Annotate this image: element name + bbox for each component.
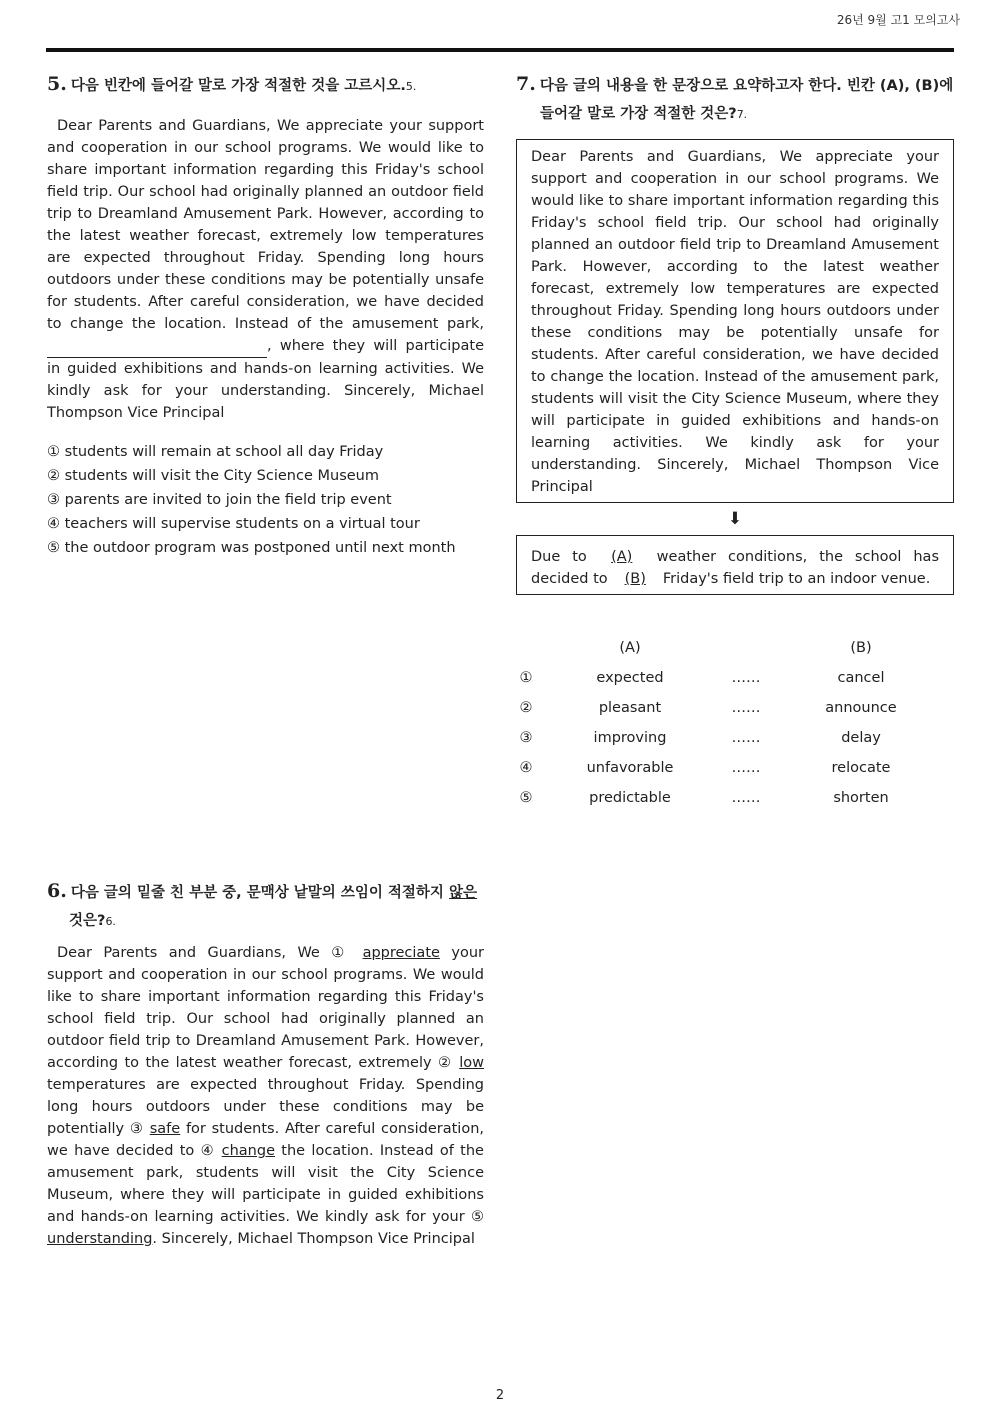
q7-col-a-header: (A) (619, 640, 641, 656)
header-rule (46, 48, 954, 52)
q5-passage-after: , where they will participate in guided exhibitions and hands-on learning activities. We kindly ask for your understanding. Sincerely, Michael Thompson Vice Principal (47, 338, 484, 421)
q7-summary-text: Due to (531, 549, 599, 565)
q6-text: temperatures are expected throughout Friday. Spending long hours outdoors under these conditions may be potentially ③ (47, 1077, 484, 1137)
q6-text: . Sincerely, Michael Thompson Vice Principal (152, 1231, 475, 1247)
q7-summary-box (516, 535, 954, 595)
q6-title-negation: 않은 (449, 885, 478, 901)
q5-option[interactable]: ② students will visit the City Science Museum (47, 468, 379, 484)
q5-title (47, 70, 484, 101)
q6-title-end: 것은? (69, 913, 106, 929)
choice-dots: …… (731, 670, 761, 686)
q5-passage (47, 115, 484, 424)
q6-underlined-3: safe (149, 1121, 181, 1137)
q6-text: Dear Parents and Guardians, We ① (57, 945, 363, 961)
choice-a: predictable (589, 790, 671, 806)
q6-text: your support and cooperation in our school programs. We would like to share important information regarding this Friday's school field trip. Our school had originally planned an outdoor field trip to Dreamland Amusement Park. However, according to the latest weather forecast, extremely ② (47, 945, 484, 1071)
q5-passage-before: Dear Parents and Guardians, We appreciate your support and cooperation in our school programs. We would like to share important information regarding this Friday's school field trip. Our school had originally planned an outdoor field trip to Dreamland Amusement Park. However, according to the latest weather forecast, extremely low temperatures are expected throughout Friday. Spending long hours outdoors under these conditions may be potentially unsafe for students. After careful consideration, we have decided to change the location. Instead of the amusement park, (47, 118, 484, 332)
q5-ref: 5. (405, 80, 417, 93)
q5-option[interactable]: ① students will remain at school all day Friday (47, 444, 384, 460)
q6-underlined-5: understanding (47, 1231, 153, 1247)
choice-b: announce (825, 700, 897, 716)
q7-choices-table (516, 633, 954, 813)
choice-number: ③ (519, 730, 533, 746)
q6-title-text: 다음 글의 밑줄 친 부분 중, 문맥상 낱말의 쓰임이 적절하지 (70, 885, 449, 901)
q7-ref: 7. (736, 108, 748, 121)
q7-blank-b: (B) (624, 571, 646, 587)
q5-blank (47, 335, 267, 358)
choice-dots: …… (731, 790, 761, 806)
choice-b: cancel (837, 670, 885, 686)
q7-col-b-header: (B) (850, 640, 872, 656)
q5-number: 5. (47, 73, 67, 95)
choice-a: pleasant (598, 700, 662, 716)
q7-summary-text: weather conditions, the school has decided to (531, 549, 939, 587)
q5-options (47, 440, 484, 560)
question-7 (516, 70, 954, 813)
down-arrow-icon: ⬇ (727, 509, 743, 529)
choice-b: relocate (831, 760, 891, 776)
question-6 (47, 877, 484, 1250)
q6-number: 6. (47, 880, 67, 902)
choice-b: shorten (833, 790, 889, 806)
q7-choice-row[interactable] (516, 723, 954, 753)
q7-title (516, 70, 954, 129)
q6-text: for students. After careful consideration, we have decided to ④ (47, 1121, 484, 1159)
q7-passage-box (516, 139, 954, 503)
q7-choices-header (516, 633, 954, 663)
q6-title-line2 (47, 907, 484, 936)
q7-title-text: 다음 글의 내용을 한 문장으로 요약하고자 한다. 빈칸 (A), (B)에 들어갈 말로 가장 적절한 것은? (539, 78, 954, 122)
q6-underlined-4: change (221, 1143, 275, 1159)
q6-underlined-1: appreciate (362, 945, 440, 961)
choice-b: delay (841, 730, 881, 746)
q6-ref: 6. (105, 915, 116, 928)
q5-option[interactable]: ③ parents are invited to join the field trip event (47, 492, 392, 508)
q7-passage: Dear Parents and Guardians, We appreciate your support and cooperation in our school programs. We would like to share important information regarding this Friday's school field trip. Our school had originally planned an outdoor field trip to Dreamland Amusement Park. However, according to the latest weather forecast, extremely low temperatures are expected throughout Friday. Spending long hours outdoors under these conditions may be potentially unsafe for students. After careful consideration, we have decided to change the location. Instead of the amusement park, students will visit the City Science Museum, where they will participate in guided exhibitions and hands-on learning activities. We kindly ask for your understanding. Sincerely, Michael Thompson Vice Principal (531, 149, 939, 495)
choice-number: ⑤ (519, 790, 533, 806)
choice-a: improving (593, 730, 667, 746)
q6-text: the location. Instead of the amusement park, students will visit the City Science Museum, where they will participate in guided exhibitions and hands-on learning activities. We kindly ask for your ⑤ (47, 1143, 484, 1225)
q7-choice-row[interactable] (516, 783, 954, 813)
q7-summary-text: Friday's field trip to an indoor venue. (658, 571, 931, 587)
q7-choice-row[interactable] (516, 693, 954, 723)
page-number: 2 (495, 1388, 505, 1403)
choice-dots: …… (731, 730, 761, 746)
q7-choice-row[interactable] (516, 753, 954, 783)
choice-a: expected (596, 670, 664, 686)
choice-dots: …… (731, 700, 761, 716)
choice-number: ② (519, 700, 533, 716)
choice-number: ④ (519, 760, 533, 776)
q5-option[interactable]: ④ teachers will supervise students on a virtual tour (47, 516, 420, 532)
question-5 (47, 70, 484, 560)
q6-underlined-2: low (459, 1055, 484, 1071)
q5-option[interactable]: ⑤ the outdoor program was postponed until next month (47, 540, 456, 556)
choice-a: unfavorable (586, 760, 674, 776)
choice-number: ① (519, 670, 533, 686)
q7-number: 7. (516, 73, 536, 95)
q6-title (47, 877, 484, 907)
q7-blank-a: (A) (611, 549, 633, 565)
q5-title-text: 다음 빈칸에 들어갈 말로 가장 적절한 것을 고르시오. (70, 78, 406, 94)
exam-header: 26년 9월 고1 모의고사 (836, 13, 960, 27)
q7-choice-row[interactable] (516, 663, 954, 693)
q6-passage (47, 942, 484, 1250)
choice-dots: …… (731, 760, 761, 776)
